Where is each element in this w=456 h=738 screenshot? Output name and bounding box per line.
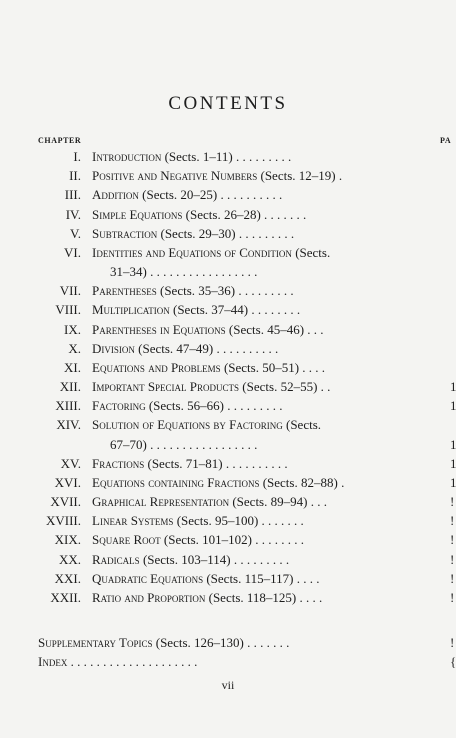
page-number-cell: 1 xyxy=(450,455,456,471)
dot-leader: . . . xyxy=(310,494,327,510)
chapter-number: VI. xyxy=(64,244,81,260)
dot-leader: . xyxy=(341,474,345,490)
dot-leader: . . . . . . . xyxy=(261,513,304,529)
section-range: (Sects. 29–30) xyxy=(160,225,236,241)
toc-entry xyxy=(0,492,456,511)
dot-leader: . . . . . . . . . xyxy=(238,225,295,241)
chapter-title-line xyxy=(92,569,319,588)
chapter-title-line xyxy=(92,588,322,607)
chapter-title: Multiplication xyxy=(92,302,170,318)
section-range: (Sects. 12–19) xyxy=(260,168,336,184)
page-number-cell: ! xyxy=(450,589,455,605)
dot-leader: . . . . . . . . xyxy=(251,302,301,318)
section-range: (Sects. 37–44) xyxy=(172,302,249,318)
chapter-column-header: CHAPTER xyxy=(38,136,82,145)
chapter-title-line xyxy=(92,205,306,224)
chapter-title-line xyxy=(92,243,330,262)
chapter-title-line xyxy=(92,147,291,166)
chapter-title: Equations and Problems xyxy=(92,359,221,375)
chapter-number: VIII. xyxy=(55,302,81,318)
dot-leader: . . . . . . . . . . xyxy=(225,455,288,471)
toc-entry xyxy=(0,300,456,319)
chapter-title: Positive and Negative Numbers xyxy=(92,168,258,184)
page-number-cell: ! xyxy=(450,570,455,586)
section-range: (Sects. 126–130) xyxy=(155,635,244,650)
page-number-cell: ! xyxy=(450,532,455,548)
chapter-title-line xyxy=(92,224,294,243)
chapter-title: Addition xyxy=(92,187,139,203)
chapter-title-line xyxy=(92,166,342,185)
chapter-title-line xyxy=(92,511,304,530)
dot-leader: . . . . . . . . . . . . . . . . . xyxy=(150,436,258,452)
dot-leader: . . . . . . . . . . . . . . . . . . . . xyxy=(70,654,198,669)
toc-entry xyxy=(0,320,456,339)
toc-entry xyxy=(0,243,456,262)
section-range: (Sects. 95–100) xyxy=(176,513,259,529)
section-range: 31–34) xyxy=(110,264,147,280)
chapter-number: XVIII. xyxy=(45,513,81,529)
chapter-title: Simple Equations xyxy=(92,206,183,222)
section-range: (Sects. 89–94) xyxy=(232,494,308,510)
chapter-title: Identities and Equations of Condition xyxy=(92,244,292,260)
page-column-header: PA xyxy=(440,136,452,145)
page-number-cell: ! xyxy=(450,635,455,650)
chapter-number: XXI. xyxy=(54,570,81,586)
chapter-title: Division xyxy=(92,340,135,356)
toc-entry xyxy=(0,205,456,224)
section-range: (Sects. 50–51) xyxy=(223,359,300,375)
chapter-title: Solution of Equations by Factoring xyxy=(92,417,283,433)
chapter-title: Equations containing Fractions xyxy=(92,474,260,490)
chapter-number: XXII. xyxy=(50,589,81,605)
section-range: (Sects. 35–36) xyxy=(159,283,236,299)
page-number-cell: 1 xyxy=(450,436,456,452)
toc-entry xyxy=(0,473,456,492)
extra-title-line xyxy=(38,633,289,652)
section-range: 67–70) xyxy=(110,436,147,452)
page-number: vii xyxy=(221,678,235,692)
dot-leader: . . . . xyxy=(302,359,326,375)
chapter-title-line xyxy=(110,435,257,454)
toc-entry xyxy=(0,435,456,454)
section-range: (Sects. 71–81) xyxy=(147,455,223,471)
chapter-number: IX. xyxy=(64,321,81,337)
dot-leader: . . . . . . . . . . . . . . . . . xyxy=(150,264,258,280)
chapter-number: V. xyxy=(70,225,81,241)
chapter-title-line xyxy=(92,281,294,300)
section-range: (Sects. 103–114) xyxy=(142,551,231,567)
toc-entry xyxy=(0,262,456,281)
chapter-title-line xyxy=(92,377,330,396)
page-title: CONTENTS xyxy=(168,93,288,114)
chapter-title: Linear Systems xyxy=(92,513,174,529)
dot-leader: . . . . . . . . . . xyxy=(220,187,283,203)
chapter-title-line xyxy=(92,300,300,319)
section-range: (Sects. 82–88) xyxy=(262,474,338,490)
chapter-number: XI. xyxy=(64,359,81,375)
toc-entry xyxy=(0,511,456,530)
chapter-title-line xyxy=(92,358,325,377)
extra-title: Supplementary Topics xyxy=(38,635,153,650)
chapter-title-line xyxy=(92,530,304,549)
chapter-title-line xyxy=(92,415,321,434)
toc-entry xyxy=(0,588,456,607)
chapter-title-line xyxy=(92,492,327,511)
chapter-number: I. xyxy=(73,149,81,164)
dot-leader: . . . . . . . xyxy=(247,635,290,650)
dot-leader: . . . . . . . . . xyxy=(235,149,292,164)
chapter-title: Introduction xyxy=(92,149,162,164)
chapter-number: II. xyxy=(69,168,81,184)
toc-entry-extra xyxy=(0,652,456,671)
toc-entry xyxy=(0,339,456,358)
chapter-number: XIII. xyxy=(55,398,81,414)
dot-leader: . . xyxy=(320,379,331,395)
page-number-cell: ! xyxy=(450,494,455,510)
toc-entry xyxy=(0,147,456,166)
toc-entry xyxy=(0,530,456,549)
section-range: (Sects. 1–11) xyxy=(164,149,233,164)
chapter-number: XVI. xyxy=(54,474,81,490)
toc-entry xyxy=(0,358,456,377)
chapter-number: XIV. xyxy=(56,417,81,433)
page-number-cell: ! xyxy=(450,551,455,567)
section-range: (Sects. xyxy=(295,244,331,260)
dot-leader: . . . . xyxy=(299,589,323,605)
section-range: (Sects. 52–55) xyxy=(242,379,318,395)
chapter-title-line xyxy=(92,185,282,204)
chapter-title-line xyxy=(92,550,289,569)
toc-entry xyxy=(0,396,456,415)
dot-leader: . . . . . . . . . xyxy=(233,551,290,567)
chapter-title-line xyxy=(92,320,324,339)
chapter-title: Radicals xyxy=(92,551,140,567)
page-number-cell: 1 xyxy=(450,398,456,414)
dot-leader: . . . xyxy=(307,321,324,337)
chapter-title-line xyxy=(92,339,278,358)
toc-entry-extra xyxy=(0,633,456,652)
dot-leader: . xyxy=(338,168,343,184)
dot-leader: . . . . . . . . . xyxy=(238,283,294,299)
toc-entry xyxy=(0,415,456,434)
page-number-cell: { xyxy=(450,654,456,669)
section-range: (Sects. 118–125) xyxy=(208,589,297,605)
toc-entry xyxy=(0,281,456,300)
chapter-title: Important Special Products xyxy=(92,379,240,395)
toc-entry xyxy=(0,185,456,204)
chapter-title: Factoring xyxy=(92,398,146,414)
dot-leader: . . . . . . . . xyxy=(255,532,305,548)
extra-title: Index xyxy=(38,654,68,669)
chapter-title-line xyxy=(110,262,257,281)
chapter-title: Graphical Representation xyxy=(92,494,230,510)
toc-entry xyxy=(0,224,456,243)
section-range: (Sects. 26–28) xyxy=(185,206,261,222)
toc-entry xyxy=(0,377,456,396)
section-range: (Sects. 115–117) xyxy=(206,570,294,586)
section-range: (Sects. 45–46) xyxy=(228,321,305,337)
chapter-title: Parentheses in Equations xyxy=(92,321,226,337)
section-range: (Sects. 56–66) xyxy=(148,398,224,414)
chapter-number: X. xyxy=(68,340,81,356)
page-number-cell: 1 xyxy=(450,379,456,395)
chapter-number: IV. xyxy=(65,206,81,222)
section-range: (Sects. xyxy=(285,417,322,433)
toc-entry xyxy=(0,454,456,473)
toc-entry xyxy=(0,166,456,185)
extra-title-line xyxy=(38,652,197,671)
chapter-title: Ratio and Proportion xyxy=(92,589,206,605)
section-range: (Sects. 101–102) xyxy=(163,532,253,548)
chapter-title: Square Root xyxy=(92,532,161,548)
chapter-title: Subtraction xyxy=(92,225,158,241)
section-range: (Sects. 47–49) xyxy=(138,340,214,356)
page-number-cell: 1 xyxy=(450,474,456,490)
chapter-number: XII. xyxy=(59,379,81,395)
dot-leader: . . . . . . . . . xyxy=(227,398,283,414)
chapter-number: XIX. xyxy=(54,532,81,548)
dot-leader: . . . . . . . . . . xyxy=(216,340,279,356)
chapter-title: Quadratic Equations xyxy=(92,570,204,586)
chapter-number: XX. xyxy=(58,551,81,567)
section-range: (Sects. 20–25) xyxy=(142,187,218,203)
chapter-number: XVII. xyxy=(50,494,81,510)
dot-leader: . . . . xyxy=(296,570,320,586)
chapter-title-line xyxy=(92,454,288,473)
page-number-cell: ! xyxy=(450,513,455,529)
chapter-title-line xyxy=(92,473,344,492)
toc-entry xyxy=(0,569,456,588)
chapter-title: Fractions xyxy=(92,455,145,471)
toc-entry xyxy=(0,550,456,569)
chapter-number: VII. xyxy=(59,283,81,299)
dot-leader: . . . . . . . xyxy=(264,206,307,222)
chapter-number: XV. xyxy=(60,455,81,471)
chapter-number: III. xyxy=(64,187,81,203)
chapter-title: Parentheses xyxy=(92,283,157,299)
chapter-title-line xyxy=(92,396,282,415)
